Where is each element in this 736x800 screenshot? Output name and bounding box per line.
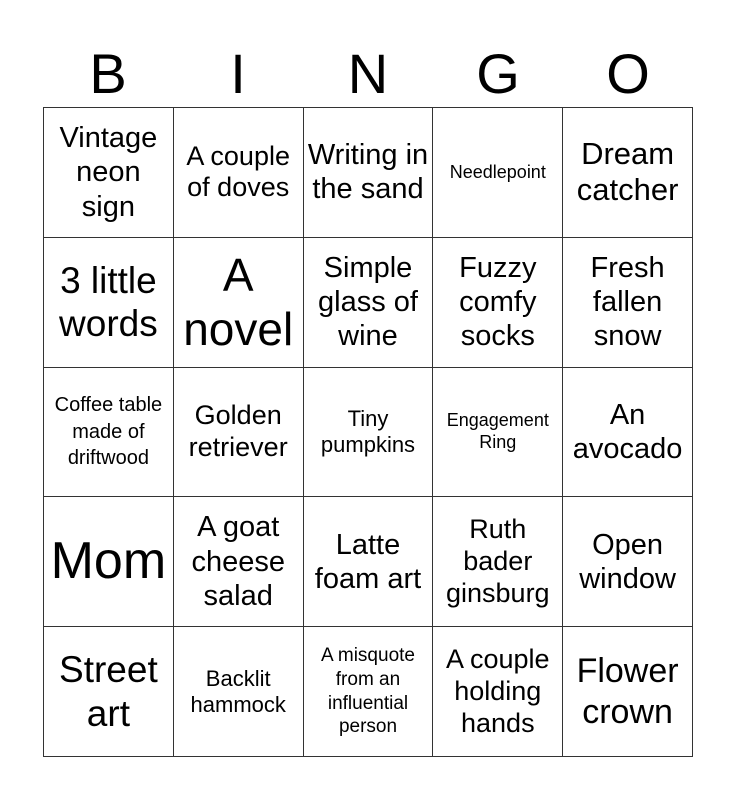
cell-text: A misquote from an influential person — [320, 645, 415, 738]
cell-text: Open window — [579, 528, 676, 595]
cell-text: An avocado — [572, 398, 683, 465]
bingo-cell[interactable] — [174, 627, 304, 757]
cell-text: Coffee table made of driftwood — [54, 394, 163, 470]
cell-text: Tiny pumpkins — [320, 406, 416, 457]
bingo-cell[interactable] — [304, 368, 434, 498]
bingo-cell[interactable] — [433, 368, 563, 498]
cell-text: Fuzzy comfy socks — [459, 251, 537, 353]
cell-text: Dream catcher — [576, 135, 679, 208]
header-letter-b: B — [89, 42, 127, 105]
bingo-cell[interactable] — [433, 238, 563, 368]
bingo-cell[interactable] — [563, 368, 693, 498]
cell-text: Backlit hammock — [190, 665, 286, 717]
cell-text: Golden retriever — [188, 400, 288, 462]
bingo-cell[interactable] — [174, 238, 304, 368]
bingo-cell[interactable] — [433, 108, 563, 238]
bingo-cell[interactable] — [304, 627, 434, 757]
cell-text: A goat cheese salad — [191, 511, 285, 612]
header-letter-g: G — [476, 42, 520, 105]
bingo-header — [43, 40, 693, 108]
bingo-cell[interactable] — [304, 108, 434, 238]
bingo-cell[interactable] — [563, 627, 693, 757]
bingo-cell[interactable] — [44, 108, 174, 238]
bingo-cell[interactable] — [44, 368, 174, 498]
bingo-cell[interactable] — [44, 627, 174, 757]
bingo-cell[interactable] — [563, 497, 693, 627]
header-letter-n: N — [347, 42, 389, 105]
cell-text: Ruth bader ginsburg — [446, 514, 550, 608]
cell-text: Vintage neon sign — [59, 122, 158, 223]
cell-text: Fresh fallen snow — [590, 251, 665, 353]
cell-text: Simple glass of wine — [318, 251, 418, 353]
bingo-cell[interactable] — [433, 497, 563, 627]
bingo-cell[interactable] — [304, 497, 434, 627]
cell-text: Street art — [59, 648, 158, 734]
cell-text: A novel — [183, 248, 294, 356]
bingo-board — [43, 107, 693, 757]
cell-text: Flower crown — [576, 652, 679, 731]
cell-text: A couple holding hands — [445, 643, 550, 738]
bingo-cell[interactable] — [433, 627, 563, 757]
bingo-cell[interactable] — [304, 238, 434, 368]
bingo-cell[interactable] — [44, 238, 174, 368]
cell-text: A couple of doves — [186, 140, 290, 203]
bingo-cell[interactable] — [174, 497, 304, 627]
cell-text: Mom — [50, 532, 167, 591]
cell-text: Engagement Ring — [446, 410, 549, 452]
bingo-cell[interactable] — [44, 497, 174, 627]
header-letter-i: I — [230, 42, 246, 105]
cell-text: 3 little words — [59, 259, 158, 345]
bingo-cell[interactable] — [563, 238, 693, 368]
bingo-cell[interactable] — [174, 108, 304, 238]
cell-text: Writing in the sand — [307, 139, 429, 206]
bingo-cell[interactable] — [563, 108, 693, 238]
cell-text: Needlepoint — [449, 161, 546, 182]
cell-text: Latte foam art — [314, 528, 422, 595]
header-letter-o: O — [606, 42, 650, 105]
bingo-cell[interactable] — [174, 368, 304, 498]
